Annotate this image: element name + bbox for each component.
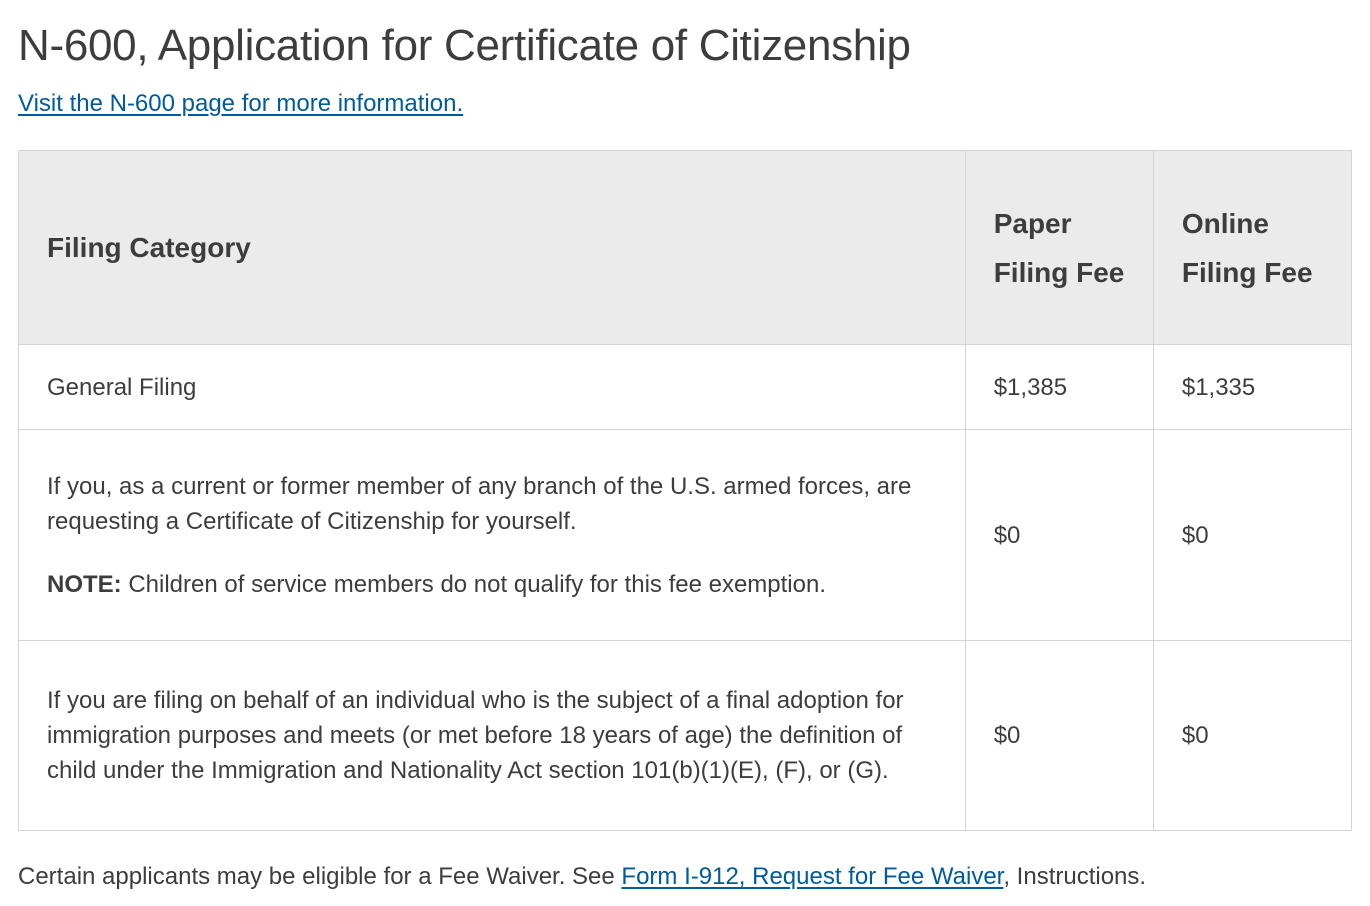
- fee-waiver-note: [18, 860, 1146, 894]
- online-fee-cell: $0: [1153, 641, 1351, 831]
- header-filing-category: Filing Category: [19, 151, 966, 345]
- filing-category-cell: If you are filing on behalf of an individual who is the subject of a final adoption for immigration purposes and meets (or met before 18 years of age) the definition of child under the Immigration and Nationality Act section 101(b)(1)(E), (F), or (G).: [19, 641, 966, 831]
- filing-category-cell: General Filing: [19, 345, 966, 430]
- paper-fee-cell: $0: [965, 641, 1153, 831]
- page-title: N-600, Application for Certificate of Citizenship: [18, 21, 911, 70]
- header-online-filing-fee: Online Filing Fee: [1153, 151, 1351, 345]
- note-label: NOTE:: [47, 570, 122, 598]
- n600-info-link[interactable]: Visit the N-600 page for more information.: [18, 90, 464, 117]
- table-row: [19, 641, 1352, 831]
- table-row: [19, 430, 1352, 641]
- header-paper-filing-fee: Paper Filing Fee: [965, 151, 1153, 345]
- filing-category-text: If you, as a current or former member of any branch of the U.S. armed forces, are requesting a Certificate of Citizenship for yourself.: [47, 472, 912, 535]
- online-fee-cell: $1,335: [1153, 345, 1351, 430]
- paper-fee-cell: $0: [965, 430, 1153, 641]
- fee-exemption-note: [47, 567, 937, 602]
- fee-waiver-text: Certain applicants may be eligible for a Fee Waiver. See: [18, 863, 622, 890]
- fee-waiver-text-end: , Instructions.: [1003, 863, 1147, 890]
- online-fee-cell: $0: [1153, 430, 1351, 641]
- table-header-row: [19, 151, 1352, 345]
- note-text: Children of service members do not qualify for this fee exemption.: [121, 570, 827, 598]
- filing-category-cell: [19, 430, 966, 641]
- i912-fee-waiver-link[interactable]: Form I-912, Request for Fee Waiver: [621, 863, 1004, 890]
- table-row: [19, 345, 1352, 430]
- paper-fee-cell: $1,385: [965, 345, 1153, 430]
- fee-table: [18, 150, 1352, 831]
